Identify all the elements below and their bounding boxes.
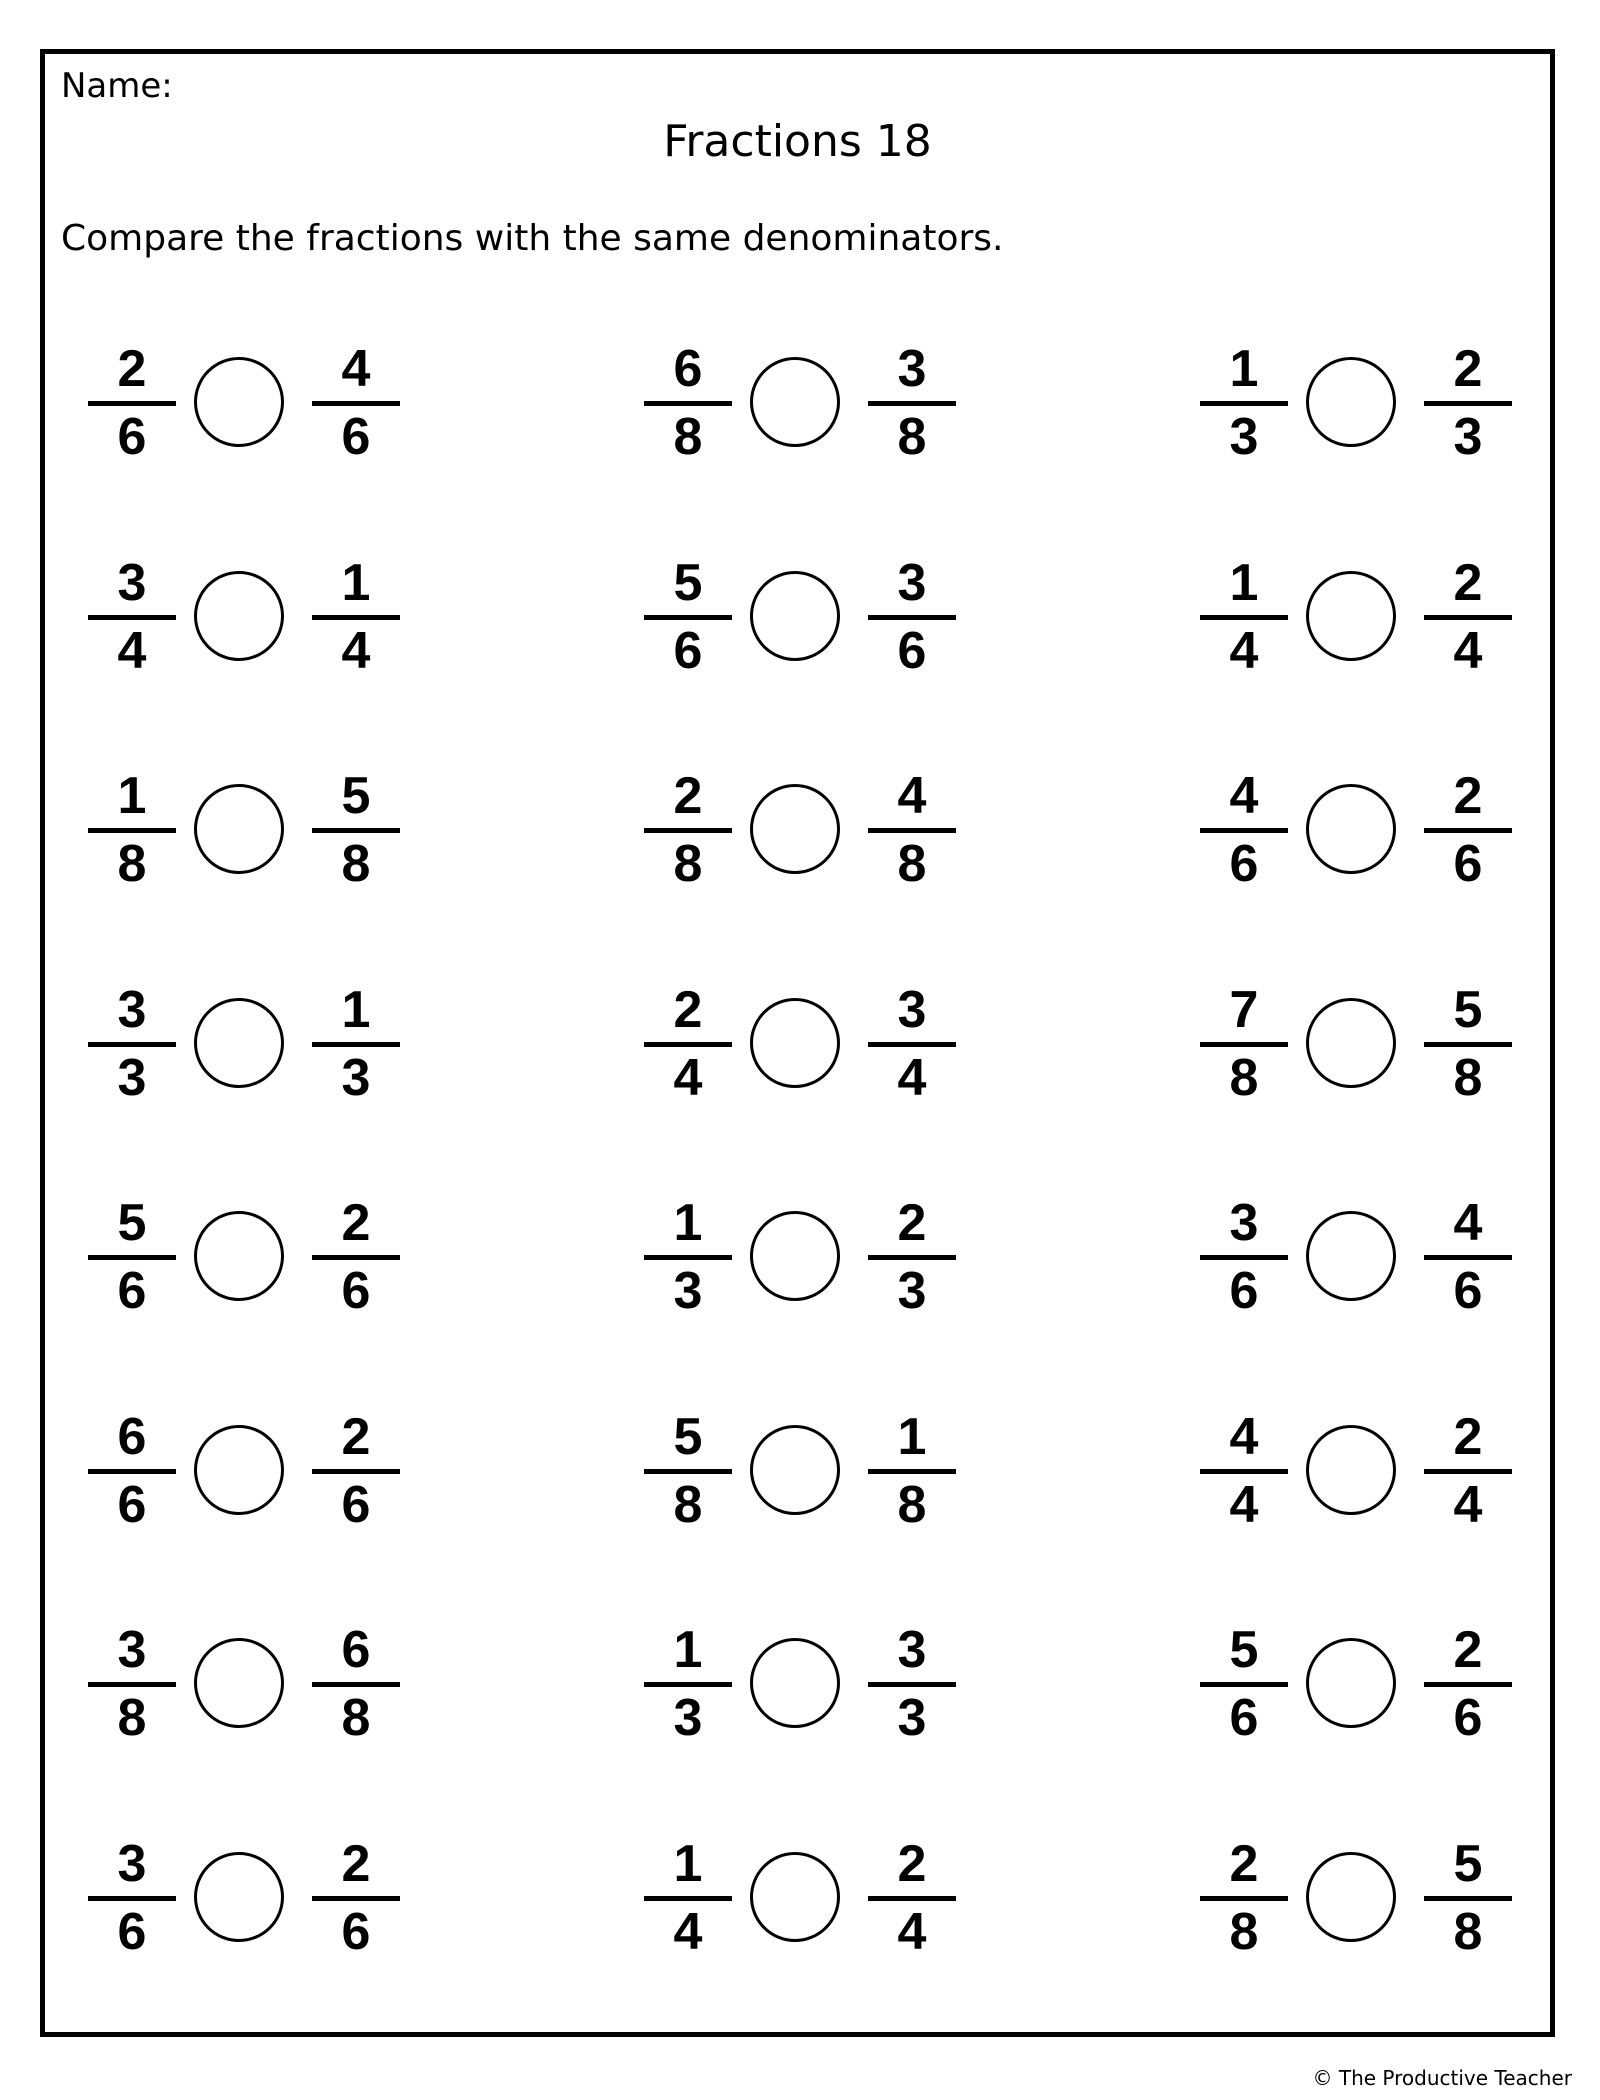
- fraction-bar: [868, 1896, 956, 1901]
- numerator: 4: [1229, 1408, 1259, 1466]
- comparison-problem: [88, 1193, 408, 1323]
- fraction-bar: [88, 401, 176, 406]
- numerator: 3: [897, 554, 927, 612]
- numerator: 2: [117, 340, 147, 398]
- fraction-bar: [868, 828, 956, 833]
- fraction-bar: [88, 828, 176, 833]
- right-fraction: [1424, 1620, 1512, 1750]
- numerator: 6: [117, 1408, 147, 1466]
- fraction-bar: [88, 615, 176, 620]
- right-fraction: [1424, 1834, 1512, 1964]
- answer-circle[interactable]: [1306, 784, 1396, 874]
- numerator: 2: [1453, 1408, 1483, 1466]
- denominator: 3: [673, 1689, 703, 1747]
- right-fraction: [868, 980, 956, 1110]
- numerator: 4: [897, 767, 927, 825]
- numerator: 1: [117, 767, 147, 825]
- numerator: 3: [117, 1621, 147, 1679]
- left-fraction: [1200, 1193, 1288, 1323]
- answer-circle[interactable]: [1306, 357, 1396, 447]
- comparison-problem: [1200, 1407, 1520, 1537]
- right-fraction: [1424, 1193, 1512, 1323]
- denominator: 3: [673, 1262, 703, 1320]
- answer-circle[interactable]: [750, 357, 840, 447]
- left-fraction: [88, 1834, 176, 1964]
- denominator: 6: [897, 622, 927, 680]
- answer-circle[interactable]: [1306, 571, 1396, 661]
- denominator: 8: [897, 408, 927, 466]
- denominator: 3: [1453, 408, 1483, 466]
- numerator: 5: [341, 767, 371, 825]
- denominator: 4: [1229, 622, 1259, 680]
- numerator: 2: [1229, 1835, 1259, 1893]
- fraction-bar: [644, 1255, 732, 1260]
- comparison-problem: [88, 553, 408, 683]
- left-fraction: [88, 1193, 176, 1323]
- denominator: 6: [1453, 835, 1483, 893]
- fraction-bar: [644, 1682, 732, 1687]
- right-fraction: [868, 339, 956, 469]
- fraction-bar: [644, 401, 732, 406]
- fraction-bar: [1200, 1896, 1288, 1901]
- comparison-problem: [1200, 1834, 1520, 1964]
- right-fraction: [312, 766, 400, 896]
- numerator: 2: [673, 981, 703, 1039]
- fraction-bar: [88, 1255, 176, 1260]
- left-fraction: [88, 1620, 176, 1750]
- answer-circle[interactable]: [750, 1852, 840, 1942]
- fraction-bar: [868, 1469, 956, 1474]
- comparison-problem: [88, 1834, 408, 1964]
- fraction-bar: [1424, 1042, 1512, 1047]
- comparison-problem: [1200, 1620, 1520, 1750]
- denominator: 6: [117, 408, 147, 466]
- fraction-bar: [644, 615, 732, 620]
- fraction-bar: [868, 1682, 956, 1687]
- fraction-bar: [88, 1682, 176, 1687]
- denominator: 8: [897, 1476, 927, 1534]
- fraction-bar: [312, 615, 400, 620]
- left-fraction: [1200, 1834, 1288, 1964]
- denominator: 6: [1453, 1262, 1483, 1320]
- answer-circle[interactable]: [750, 1638, 840, 1728]
- numerator: 1: [1229, 554, 1259, 612]
- right-fraction: [1424, 339, 1512, 469]
- fraction-bar: [644, 1042, 732, 1047]
- comparison-problem: [644, 1620, 964, 1750]
- numerator: 2: [341, 1835, 371, 1893]
- numerator: 4: [341, 340, 371, 398]
- comparison-problem: [88, 766, 408, 896]
- left-fraction: [88, 553, 176, 683]
- answer-circle[interactable]: [194, 357, 284, 447]
- numerator: 1: [341, 554, 371, 612]
- fraction-bar: [868, 1255, 956, 1260]
- comparison-problem: [644, 766, 964, 896]
- fraction-bar: [88, 1469, 176, 1474]
- left-fraction: [1200, 766, 1288, 896]
- denominator: 8: [117, 1689, 147, 1747]
- numerator: 6: [341, 1621, 371, 1679]
- worksheet-title: Fractions 18: [663, 116, 932, 167]
- denominator: 6: [341, 408, 371, 466]
- left-fraction: [644, 553, 732, 683]
- answer-circle[interactable]: [750, 571, 840, 661]
- numerator: 2: [1453, 554, 1483, 612]
- answer-circle[interactable]: [750, 784, 840, 874]
- denominator: 3: [1229, 408, 1259, 466]
- comparison-problem: [88, 339, 408, 469]
- denominator: 4: [1453, 622, 1483, 680]
- numerator: 3: [897, 340, 927, 398]
- numerator: 2: [897, 1194, 927, 1252]
- right-fraction: [312, 339, 400, 469]
- denominator: 8: [1453, 1049, 1483, 1107]
- fraction-bar: [1424, 1255, 1512, 1260]
- right-fraction: [1424, 980, 1512, 1110]
- comparison-problem: [644, 1834, 964, 1964]
- copyright-footer: © The Productive Teacher: [1312, 2066, 1572, 2090]
- fraction-bar: [312, 401, 400, 406]
- left-fraction: [88, 1407, 176, 1537]
- denominator: 8: [897, 835, 927, 893]
- comparison-problem: [644, 339, 964, 469]
- right-fraction: [312, 1193, 400, 1323]
- left-fraction: [644, 1834, 732, 1964]
- denominator: 8: [117, 835, 147, 893]
- denominator: 4: [1453, 1476, 1483, 1534]
- numerator: 3: [117, 1835, 147, 1893]
- denominator: 4: [897, 1903, 927, 1961]
- denominator: 6: [341, 1903, 371, 1961]
- denominator: 3: [341, 1049, 371, 1107]
- comparison-problem: [88, 1407, 408, 1537]
- comparison-problem: [1200, 553, 1520, 683]
- fraction-bar: [868, 1042, 956, 1047]
- right-fraction: [312, 980, 400, 1110]
- denominator: 6: [1229, 835, 1259, 893]
- denominator: 4: [673, 1903, 703, 1961]
- comparison-problem: [1200, 766, 1520, 896]
- denominator: 4: [117, 622, 147, 680]
- answer-circle[interactable]: [750, 998, 840, 1088]
- denominator: 6: [673, 622, 703, 680]
- numerator: 3: [897, 1621, 927, 1679]
- numerator: 5: [1453, 1835, 1483, 1893]
- numerator: 5: [1229, 1621, 1259, 1679]
- left-fraction: [644, 980, 732, 1110]
- fraction-bar: [1200, 1042, 1288, 1047]
- answer-circle[interactable]: [1306, 1638, 1396, 1728]
- numerator: 5: [673, 554, 703, 612]
- numerator: 1: [1229, 340, 1259, 398]
- numerator: 4: [1453, 1194, 1483, 1252]
- left-fraction: [1200, 1407, 1288, 1537]
- denominator: 3: [897, 1262, 927, 1320]
- right-fraction: [868, 766, 956, 896]
- numerator: 5: [1453, 981, 1483, 1039]
- fraction-bar: [312, 1469, 400, 1474]
- answer-circle[interactable]: [750, 1211, 840, 1301]
- denominator: 8: [673, 835, 703, 893]
- answer-circle[interactable]: [194, 1425, 284, 1515]
- left-fraction: [1200, 339, 1288, 469]
- numerator: 1: [673, 1835, 703, 1893]
- comparison-problem: [644, 1193, 964, 1323]
- numerator: 7: [1229, 981, 1259, 1039]
- left-fraction: [88, 339, 176, 469]
- denominator: 6: [1453, 1689, 1483, 1747]
- fraction-bar: [868, 401, 956, 406]
- numerator: 5: [673, 1408, 703, 1466]
- numerator: 3: [1229, 1194, 1259, 1252]
- fraction-bar: [1424, 401, 1512, 406]
- numerator: 6: [673, 340, 703, 398]
- fraction-bar: [1424, 1682, 1512, 1687]
- fraction-bar: [1424, 1469, 1512, 1474]
- comparison-problem: [644, 553, 964, 683]
- right-fraction: [1424, 1407, 1512, 1537]
- comparison-problem: [644, 1407, 964, 1537]
- comparison-problem: [644, 980, 964, 1110]
- fraction-bar: [868, 615, 956, 620]
- answer-circle[interactable]: [194, 784, 284, 874]
- right-fraction: [1424, 766, 1512, 896]
- fraction-bar: [1424, 1896, 1512, 1901]
- left-fraction: [644, 1407, 732, 1537]
- right-fraction: [312, 553, 400, 683]
- answer-circle[interactable]: [750, 1425, 840, 1515]
- fraction-bar: [312, 828, 400, 833]
- fraction-bar: [312, 1255, 400, 1260]
- left-fraction: [644, 1620, 732, 1750]
- numerator: 2: [341, 1194, 371, 1252]
- fraction-bar: [1424, 615, 1512, 620]
- denominator: 4: [897, 1049, 927, 1107]
- denominator: 6: [1229, 1262, 1259, 1320]
- numerator: 4: [1229, 767, 1259, 825]
- numerator: 5: [117, 1194, 147, 1252]
- name-label: Name:: [61, 66, 173, 106]
- comparison-problem: [1200, 980, 1520, 1110]
- fraction-bar: [88, 1896, 176, 1901]
- denominator: 8: [673, 408, 703, 466]
- fraction-bar: [1200, 615, 1288, 620]
- worksheet-border: [40, 49, 1555, 2037]
- answer-circle[interactable]: [194, 1638, 284, 1728]
- denominator: 8: [1229, 1903, 1259, 1961]
- comparison-problem: [1200, 1193, 1520, 1323]
- answer-circle[interactable]: [194, 998, 284, 1088]
- left-fraction: [88, 980, 176, 1110]
- right-fraction: [312, 1834, 400, 1964]
- comparison-problem: [88, 1620, 408, 1750]
- answer-circle[interactable]: [1306, 998, 1396, 1088]
- denominator: 3: [897, 1689, 927, 1747]
- fraction-bar: [1200, 1469, 1288, 1474]
- denominator: 6: [341, 1262, 371, 1320]
- answer-circle[interactable]: [1306, 1425, 1396, 1515]
- numerator: 3: [897, 981, 927, 1039]
- left-fraction: [644, 1193, 732, 1323]
- denominator: 8: [341, 1689, 371, 1747]
- fraction-bar: [1200, 828, 1288, 833]
- right-fraction: [868, 1193, 956, 1323]
- denominator: 8: [1229, 1049, 1259, 1107]
- numerator: 2: [1453, 1621, 1483, 1679]
- numerator: 1: [673, 1194, 703, 1252]
- left-fraction: [1200, 1620, 1288, 1750]
- right-fraction: [868, 1407, 956, 1537]
- answer-circle[interactable]: [194, 571, 284, 661]
- left-fraction: [88, 766, 176, 896]
- denominator: 4: [1229, 1476, 1259, 1534]
- denominator: 3: [117, 1049, 147, 1107]
- numerator: 2: [1453, 767, 1483, 825]
- numerator: 1: [897, 1408, 927, 1466]
- denominator: 6: [117, 1262, 147, 1320]
- answer-circle[interactable]: [194, 1211, 284, 1301]
- left-fraction: [644, 339, 732, 469]
- fraction-bar: [1200, 1255, 1288, 1260]
- fraction-bar: [644, 1469, 732, 1474]
- numerator: 3: [117, 981, 147, 1039]
- answer-circle[interactable]: [194, 1852, 284, 1942]
- comparison-problem: [1200, 339, 1520, 469]
- denominator: 8: [341, 835, 371, 893]
- numerator: 3: [117, 554, 147, 612]
- answer-circle[interactable]: [1306, 1211, 1396, 1301]
- denominator: 6: [117, 1903, 147, 1961]
- left-fraction: [1200, 553, 1288, 683]
- denominator: 8: [1453, 1903, 1483, 1961]
- numerator: 2: [341, 1408, 371, 1466]
- comparison-problem: [88, 980, 408, 1110]
- fraction-bar: [312, 1682, 400, 1687]
- denominator: 6: [341, 1476, 371, 1534]
- fraction-bar: [644, 1896, 732, 1901]
- numerator: 1: [673, 1621, 703, 1679]
- numerator: 1: [341, 981, 371, 1039]
- fraction-bar: [1424, 828, 1512, 833]
- denominator: 6: [1229, 1689, 1259, 1747]
- fraction-bar: [88, 1042, 176, 1047]
- right-fraction: [868, 553, 956, 683]
- numerator: 2: [673, 767, 703, 825]
- fraction-bar: [312, 1042, 400, 1047]
- right-fraction: [1424, 553, 1512, 683]
- denominator: 6: [117, 1476, 147, 1534]
- denominator: 4: [673, 1049, 703, 1107]
- instructions: Compare the fractions with the same denominators.: [61, 218, 1004, 259]
- fraction-bar: [1200, 401, 1288, 406]
- right-fraction: [868, 1834, 956, 1964]
- fraction-bar: [312, 1896, 400, 1901]
- numerator: 2: [897, 1835, 927, 1893]
- right-fraction: [312, 1407, 400, 1537]
- denominator: 4: [341, 622, 371, 680]
- left-fraction: [1200, 980, 1288, 1110]
- fraction-bar: [1200, 1682, 1288, 1687]
- numerator: 2: [1453, 340, 1483, 398]
- answer-circle[interactable]: [1306, 1852, 1396, 1942]
- fraction-bar: [644, 828, 732, 833]
- right-fraction: [868, 1620, 956, 1750]
- left-fraction: [644, 766, 732, 896]
- denominator: 8: [673, 1476, 703, 1534]
- right-fraction: [312, 1620, 400, 1750]
- problem-grid: [45, 54, 1550, 2032]
